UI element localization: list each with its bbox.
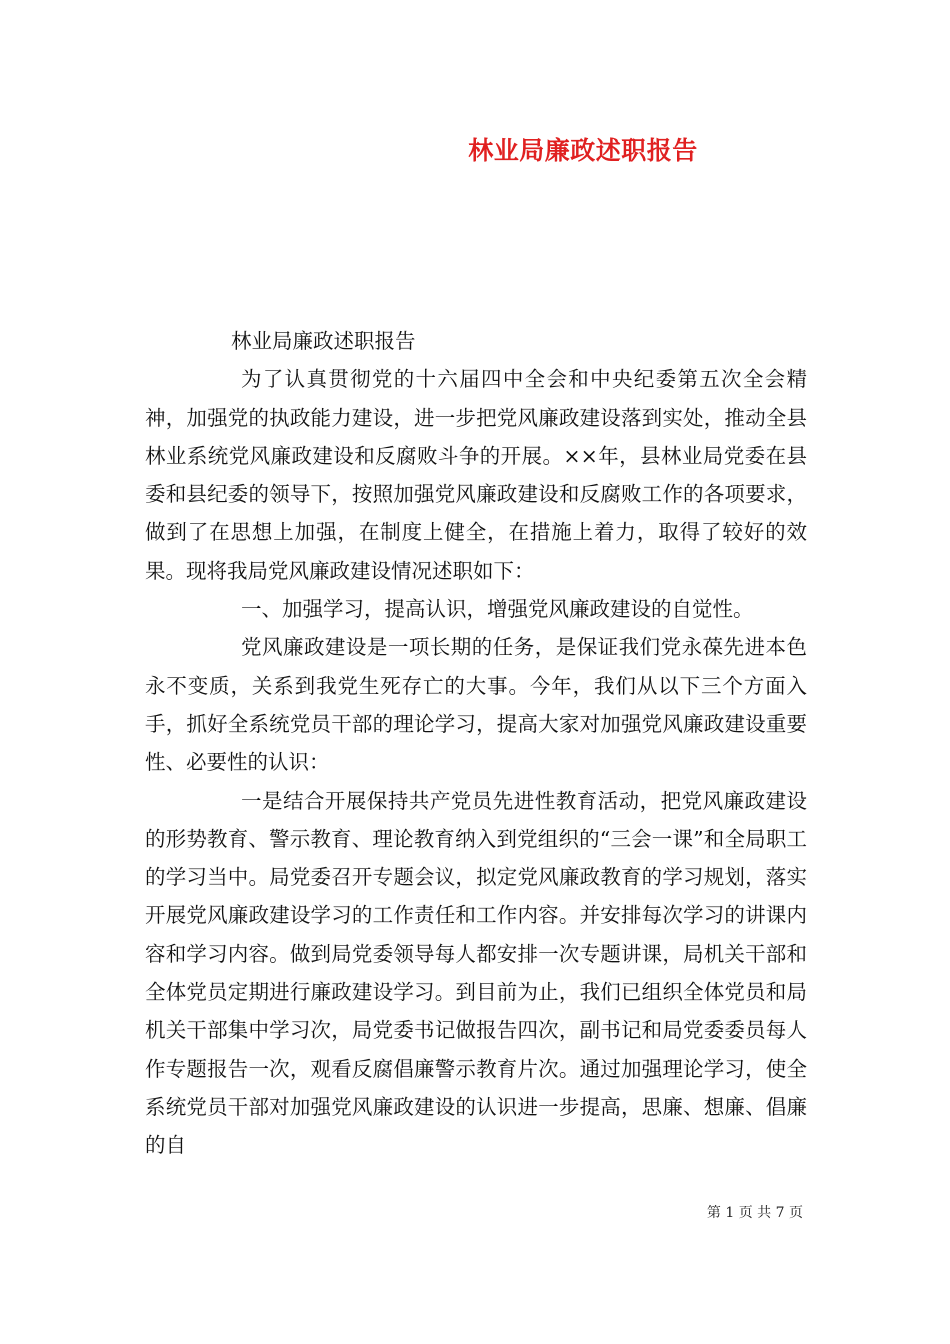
section-heading-1: 一、加强学习，提高认识，增强党风廉政建设的自觉性。 xyxy=(241,597,754,622)
paragraph-section-1: 党风廉政建设是一项长期的任务，是保证我们党永葆先进本色永不变质，关系到我党生死存亡的大事。今年，我们从以下三个方面入手，抓好全系统党员干部的理论学习，提高大家对加强党风廉政建设重要性、必要性的认识： xyxy=(145,635,807,775)
paragraph-point-1: 一是结合开展保持共产党员先进性教育活动，把党风廉政建设的形势教育、警示教育、理论教育纳入到党组织的“三会一课”和全局职工的学习当中。局党委召开专题会议，拟定党风廉政教育的学习规划，落实开展党风廉政建设学习的工作责任和工作内容。并安排每次学习的讲课内容和学习内容。做到局党委领导每人都安排一次专题讲课，局机关干部和全体党员定期进行廉政建设学习。到目前为止，我们已组织全体党员和局机关干部集中学习次，局党委书记做报告四次，副书记和局党委委员每人作专题报告一次，观看反腐倡廉警示教育片次。通过加强理论学习，使全系统党员干部对加强党风廉政建设的认识进一步提高，思廉、想廉、倡廉的自 xyxy=(145,788,807,1158)
document-title-text: 林业局廉政述职报告 xyxy=(468,136,698,165)
document-body xyxy=(145,322,807,1165)
page-number-footer: 第 1 页 共 7 页 xyxy=(706,1205,803,1221)
report-subtitle: 林业局廉政述职报告 xyxy=(231,329,416,353)
paragraph-intro: 为了认真贯彻党的十六届四中全会和中央纪委第五次全会精神，加强党的执政能力建设，进一步把党风廉政建设落到实处，推动全县林业系统党风廉政建设和反腐败斗争的开展。××年，县林业局党委在县委和县纪委的领导下，按照加强党风廉政建设和反腐败工作的各项要求，做到了在思想上加强，在制度上健全，在措施上着力，取得了较好的效果。现将我局党风廉政建设情况述职如下： xyxy=(145,367,807,583)
document-title xyxy=(0,133,950,169)
